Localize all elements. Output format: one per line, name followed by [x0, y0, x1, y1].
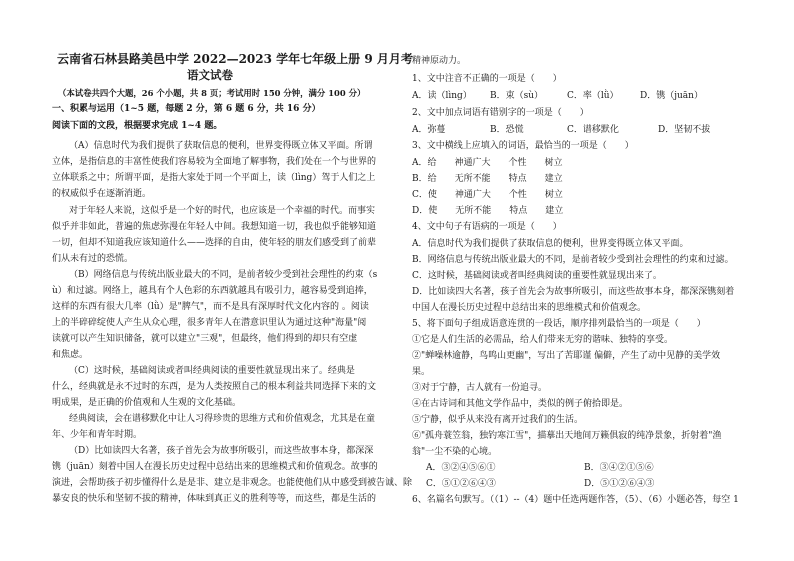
q5-option-d: D．⑤①②⑥④③ [584, 479, 655, 489]
passage-line: 这样的东西有很大几率（lǜ）是"脾气"，而不是具有深厚时代文化内容的 。阅读 [52, 302, 369, 312]
q5-item: ⑥"孤舟蓑笠翁，独钓寒江雪"，描摹出天地间万籁俱寂的纯净景象，折射着"渔 [412, 431, 722, 441]
exam-instructions: （本试卷共四个大题，26 个小题，共 8 页；考试用时 150 分钟，满分 100 分） [58, 88, 366, 98]
section-intro: 阅读下面的文段，根据要求完成 1~4 题。 [52, 121, 223, 131]
question-3: 3、文中横线上应填入的词语，最恰当的一项是（ ） [412, 141, 634, 151]
q5-item-cont: 翁"一尘不染的心境。 [412, 447, 498, 457]
question-4: 4、文中句子有语病的一项是（ ） [412, 222, 562, 232]
q1-option-a: A．读（lìng） [412, 91, 472, 101]
q2-option-c: C．谱移默化 [567, 125, 619, 135]
passage-line: 立体，是指信息的丰富性使我们容易较为全面地了解事物，我们处在一个与世界的 [52, 157, 377, 167]
passage-line: （B）网络信息与传统出版业最大的不同，是前者较少受到社会理性的约束（s [69, 270, 378, 280]
passage-line: 对于年轻人来说，这似乎是一个好的时代，也应该是一个幸福的时代。而事实 [69, 206, 376, 216]
q3-option-a: A．给 神通广大 个性 树立 [412, 158, 563, 168]
passage-line: 立体联系之中；所谓平面，是指大家处于同一个平面上，读（lìng）驾于人们之上 [52, 173, 376, 183]
q5-option-b: B．③④②①⑤⑥ [584, 463, 654, 473]
q3-option-b: B．给 无所不能 特点 建立 [412, 174, 563, 184]
q3-option-d: D．使 无所不能 特点 建立 [412, 206, 564, 216]
question-6: 6、名篇名句默写。（（1）--（4）题中任选两题作答，（5）、（6）小题必答，每空 1 [412, 495, 739, 505]
q1-option-c: C．率（lǜ） [567, 91, 619, 101]
q5-item: ④在古诗词和其他文学作品中，类似的例子俯拾即是。 [412, 399, 629, 409]
q4-option-d: D．比如读四大名著，孩子首先会为故事所吸引，而这些故事本身，都深深镌刻着 [412, 287, 735, 297]
passage-line: 读就可以产生知识储备，就可以建立"三观"，但最终，他们得到的却只有空虚 [52, 334, 358, 344]
q4-option-c: C．这时候，基础阅读或者叫经典阅读的重要性就显现出来了。 [412, 271, 662, 281]
passage-line: 上的半碎碎绽使人产生从众心理，很多青年人在潜意识里认为通过这种"海量"阅 [52, 318, 367, 328]
passage-line: 经典阅读，会在谱移默化中让人习得珍贵的思维方式和价值观念，尤其是在童 [69, 414, 376, 424]
passage-line: 一切，但却不知道我应该知道什么——选择的自由，使年轻的朋友们感受到了前辈 [52, 238, 377, 248]
passage-line: 似乎并非如此，普遍的焦虑弥漫在年轻人中间。我想知道一切，我也似乎能够知道 [52, 222, 377, 232]
q4-option-b: B．网络信息与传统出版业最大的不同，是前者较少受到社会理性的约束和过滤。 [412, 255, 734, 265]
passage-line: 们从未有过的恐慌。 [52, 254, 134, 264]
q4-option-d-cont: 中国人在漫长历史过程中总结出来的思维模式和价值观念。 [412, 303, 647, 313]
q2-option-b: B．恐慌 [490, 125, 524, 135]
passage-line: （C）这时候，基础阅读或者叫经典阅读的重要性就显现出来了。经典是 [69, 366, 355, 376]
passage-line: （D）比如读四大名著，孩子首先会为故事所吸引，而这些故事本身，都深深 [69, 446, 374, 456]
q1-option-b: B．束（sù） [490, 91, 544, 101]
q5-item-cont: 果。 [412, 367, 431, 377]
q3-option-c: C．使 神通广大 个性 树立 [412, 190, 563, 200]
exam-subtitle: 语文试卷 [187, 68, 233, 82]
passage-line: 年、少年和青年时期。 [52, 430, 143, 440]
passage-line: （A）信息时代为我们提供了获取信息的便利，世界变得既立体又平面。所谓 [69, 141, 373, 151]
q5-item: ⑤宁静，似乎从来没有离开过我们的生活。 [412, 415, 584, 425]
q1-option-d: D．镌（juān） [640, 91, 703, 101]
passage-line: 精神原动力。 [412, 56, 467, 66]
q5-option-c: C．⑤①②⑥④③ [426, 479, 496, 489]
q5-item: ①它是人们生活的必需品，给人们带来无穷的谐味、独特的享受。 [412, 335, 674, 345]
q5-item: ②"蝉噪林逾静，鸟鸣山更幽"，写出了苦耶谨 偏僻，产生了动中见静的美学效 [412, 351, 721, 361]
passage-line: 的权威似乎在逐渐消逝。 [52, 189, 152, 199]
passage-line: 和焦虑。 [52, 350, 89, 360]
passage-line: 镌（juān）刻着中国人在漫长历史过程中总结出来的思维模式和价值观念。故事的 [52, 462, 378, 472]
passage-line: 演进，会帮助孩子初步懂得什么是是非、建立是非观念。也能使他们从中感受到被告诚、除 [52, 478, 413, 488]
question-1: 1、文中注音不正确的一项是（ ） [412, 74, 562, 84]
exam-title: 云南省石林县路美邑中学 2022—2023 学年七年级上册 9 月月考 [57, 52, 413, 66]
passage-line: ù）和过滤。网络上，越具有个人色彩的东西就越具有吸引力，越容易受到追捧， [52, 286, 373, 296]
section-heading: 一、积累与运用（1~5 题，每题 2 分，第 6 题 6 分，共 16 分） [52, 104, 321, 114]
question-5: 5、将下面句子组成语意连贯的一段话，顺序排列最恰当的一项是（ ） [412, 319, 706, 329]
q2-option-a: A．弥蔓 [412, 125, 446, 135]
q5-option-a: A．③②④⑤⑥① [426, 463, 496, 473]
passage-line: 什么，经典就是永不过时的东西，是为人类按照自己的根本利益共同选择下来的文 [52, 382, 377, 392]
question-2: 2、文中加点词语有错别字的一项是（ ） [412, 108, 589, 118]
passage-line: 暴安良的快乐和坚韧不拔的精神，体味到真正义的胜利等等，而这些，都是生活的 [52, 494, 377, 504]
q2-option-d: D．坚韧不拔 [658, 125, 711, 135]
q5-item: ③对于宁静，古人就有一份追寻。 [412, 383, 548, 393]
passage-line: 明成果，是正确的价值观和人生观的文化基础。 [52, 398, 242, 408]
q4-option-a: A．信息时代为我们提供了获取信息的便利，世界变得既立体又平面。 [412, 239, 689, 249]
